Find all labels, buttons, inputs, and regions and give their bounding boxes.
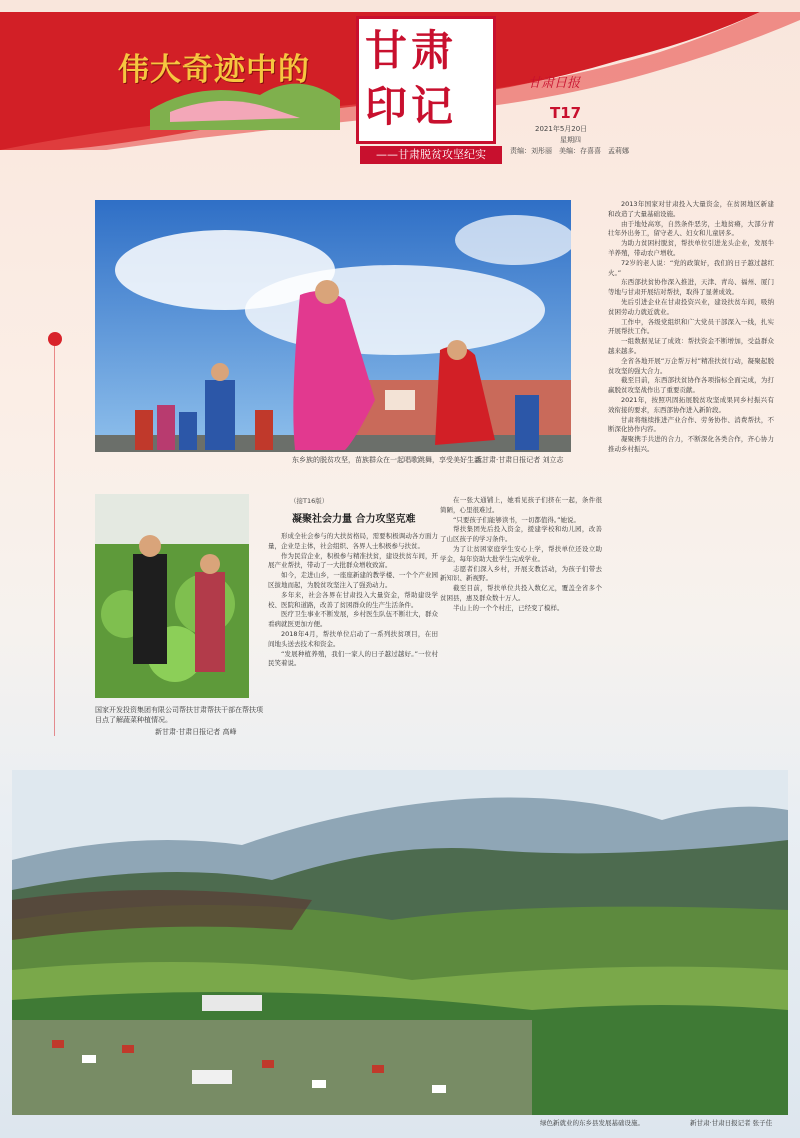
page-number: T17 bbox=[550, 104, 582, 122]
col1-para: “发展种植养殖，我们一家人的日子越过越好。”一位村民笑着说。 bbox=[268, 649, 438, 668]
col3-para: 2013年国家对甘肃投入大量资金，在贫困地区新建和改造了大量基础设施。 bbox=[608, 200, 774, 218]
page-editors: 责编：刘彤丽 美编：存喜喜 孟莉娜 bbox=[510, 147, 629, 155]
article-tag: （接T16版） bbox=[290, 497, 329, 505]
page-weekday: 星期四 bbox=[560, 136, 581, 144]
col3-para: 为助力贫困村脱贫，帮扶单位引进龙头企业，发展牛羊养殖，带动农户增收。 bbox=[608, 239, 774, 257]
col2-para: 帮扶集团先后投入资金，援建学校和幼儿园，改善了山区孩子的学习条件。 bbox=[440, 525, 602, 544]
decor-red-dot bbox=[48, 332, 62, 346]
col2-para: 半山上的一个个村庄，已经变了模样。 bbox=[453, 603, 564, 612]
top-photo bbox=[95, 200, 571, 452]
col3-para: 截至目前，东西部扶贫协作各项指标全面完成，为打赢脱贫攻坚战作出了重要贡献。 bbox=[608, 376, 774, 395]
col3-para: 甘肃将继续推进产业合作、劳务协作、消费帮扶，不断深化协作内容。 bbox=[608, 415, 774, 434]
title-subtitle: ——甘肃脱贫攻坚纪实 bbox=[360, 146, 502, 164]
landscape-caption: 绿色新就业的东乡县发展基础设施。 bbox=[540, 1119, 644, 1127]
col2-para: 在一张大通铺上，她看见孩子们挤在一起，条件很简陋，心里很难过。 bbox=[440, 496, 602, 514]
article-col-2 bbox=[440, 496, 602, 762]
landscape-photo bbox=[12, 770, 788, 1115]
col3-para: 先后引进企业在甘肃投资兴业，建设扶贫车间，吸纳贫困劳动力就近就业。 bbox=[608, 297, 774, 316]
col2-para: 截至目前，帮扶单位共投入数亿元，覆盖全省多个贫困县，惠及群众数十万人。 bbox=[440, 584, 602, 602]
title-left: 伟大奇迹中的 bbox=[118, 52, 310, 88]
col1-para: 2018年4月，帮扶单位启动了一系列扶贫项目，在田间地头送去技术和资金。 bbox=[268, 629, 438, 648]
decor-line bbox=[54, 346, 55, 736]
col1-para: 多年来，社会各界在甘肃投入大量资金，帮助建设学校、医院和道路，改善了贫困群众的生产生活条件。 bbox=[268, 590, 438, 609]
col3-para: 2021年，按照巩固拓展脱贫攻坚成果同乡村振兴有效衔接的要求，东西部协作进入新阶段。 bbox=[608, 395, 774, 414]
title-box bbox=[356, 16, 496, 144]
mid-photo-caption: 国家开发投资集团有限公司帮扶甘肃帮扶干部在帮扶项目点了解蔬菜种植情况。 bbox=[95, 706, 263, 724]
col1-para: 医疗卫生事业不断发展，乡村医生队伍不断壮大，群众看病就医更加方便。 bbox=[268, 610, 438, 629]
article-col-1 bbox=[268, 532, 438, 732]
article-col-3 bbox=[608, 200, 774, 765]
title-big-2: 印记 bbox=[365, 82, 458, 131]
col3-para: 72岁的老人说：“党的政策好，我们的日子越过越红火。” bbox=[608, 258, 774, 277]
col2-para: 为了让贫困家庭学生安心上学，帮扶单位还设立助学金，每年资助大批学生完成学业。 bbox=[440, 544, 602, 563]
col1-para: 作为民营企业，积极参与精准扶贫，建设扶贫车间，开展产业帮扶，带动了一大批群众增收致富。 bbox=[268, 551, 438, 570]
col1-para: 如今，走进山乡，一座座新建的教学楼、一个个产业园区拔地而起，为脱贫攻坚注入了强劲动力。 bbox=[268, 571, 438, 589]
top-photo-credit: 新甘肃·甘肃日报记者 刘立志 bbox=[475, 456, 564, 464]
article-title: 凝聚社会力量 合力攻坚克难 bbox=[292, 514, 416, 525]
mid-photo bbox=[95, 494, 249, 698]
col3-para: 一组数据见证了成效：帮扶资金不断增加，受益群众越来越多。 bbox=[608, 337, 774, 355]
col3-para: 全省各地开展“万企帮万村”精准扶贫行动，凝聚起脱贫攻坚的强大合力。 bbox=[608, 356, 774, 375]
mid-photo-credit: 新甘肃·甘肃日报记者 高峰 bbox=[155, 728, 237, 736]
col2-para: 志愿者们深入乡村，开展支教活动，为孩子们带去新知识、新视野。 bbox=[440, 564, 602, 583]
col3-para: 工作中，各级党组织和广大党员干部深入一线，扎实开展帮扶工作。 bbox=[608, 317, 774, 336]
col2-para: “只要孩子们能够读书，一切都值得。”她说。 bbox=[453, 515, 580, 524]
col1-para: 形成全社会参与的大扶贫格局，需要积极调动各方面力量，企业是主体，社会组织、各界人士积极参与扶贫。 bbox=[268, 532, 438, 550]
title-big-1: 甘肃 bbox=[365, 26, 458, 75]
col3-para: 由于地处高寒，自然条件恶劣，土地贫瘠，大部分青壮年外出务工，留守老人、妇女和儿童居多。 bbox=[608, 219, 774, 238]
top-photo-caption: 东乡族的脱贫攻坚，苗族群众在一起唱歌跳舞，享受美好生活。 bbox=[292, 456, 488, 464]
page-date: 2021年5月20日 bbox=[535, 125, 588, 133]
col3-para: 凝聚携手共进的合力，不断深化各类合作，齐心协力推动乡村振兴。 bbox=[608, 435, 774, 453]
col3-para: 东西部扶贫协作深入推进，天津、青岛、福州、厦门等地与甘肃开展结对帮扶，取得了显著成效。 bbox=[608, 278, 774, 297]
landscape-credit: 新甘肃·甘肃日报记者 张子佳 bbox=[690, 1119, 773, 1127]
masthead: 甘肃日报 bbox=[528, 76, 581, 91]
